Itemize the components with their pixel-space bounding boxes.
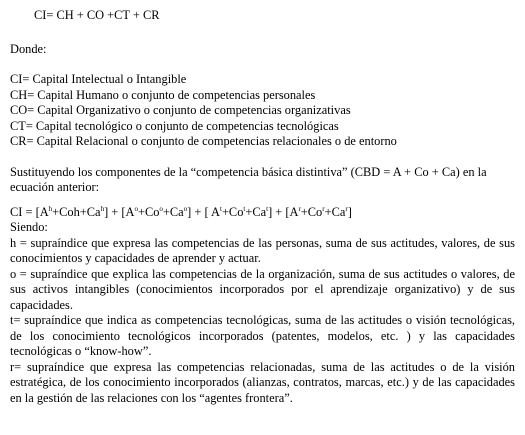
- formula-expanded: CI = $[A^h+Coh+Ca^h] + [A^o+Co^o+Ca^o]$ + [ $A^t+Co^t+Ca^t] + [A^r+Co^r+Ca^r]$: [10, 204, 352, 219]
- explanation-h: h = supraíndice que expresa las competencias de las personas, suma de sus actitudes, valores, de sus conocimientos y capacidades de aprender y actuar.: [10, 235, 515, 265]
- definition-ch: CH= Capital Humano o conjunto de competencias personales: [10, 87, 316, 102]
- definition-ct: CT= Capital tecnológico o conjunto de competencias tecnológicas: [10, 118, 339, 133]
- definitions-list: [10, 72, 515, 150]
- donde-label: Donde:: [10, 41, 47, 56]
- definition-ci: CI= Capital Intelectual o Intangible: [10, 72, 187, 86]
- sustituyendo-paragraph: Sustituyendo los componentes de la “competencia básica distintiva” (CBD = A + Co + Ca) en la ecuación anterior:: [10, 164, 487, 194]
- definition-co: CO= Capital Organizativo o conjunto de competencias organizativas: [10, 103, 351, 117]
- definition-cr: CR= Capital Relacional o conjunto de competencias relacionales o de entorno: [10, 134, 397, 148]
- explanation-o: o = supraíndice que explica las competencias de la organización, suma de sus actitudes o valores, de sus activos intangibles (conocimientos incorporados por el aprendizaje organizativo) y de sus capacidades.: [10, 266, 515, 312]
- formula-ci: CI= CH + CO +CT + CR: [34, 8, 160, 22]
- explanation-r: r= supraíndice que expresa las competencias relacionadas, suma de las actitudes o de la visión estratégica, de los conocimiento incorporados (alianzas, contratos, marcas, etc.) y de las capacidades en la gestión de las relaciones con los “agentes frontera”.: [10, 359, 515, 405]
- explanation-t: t= supraíndice que indica as competencias tecnológicas, suma de las actitudes o visión tecnológicas, de los conocimiento tecnológicos incorporados (patentes, modelos, etc. ) y las capacidades tecnológicas o “know-how”.: [10, 313, 515, 358]
- siendo-label: Siendo:: [10, 220, 48, 234]
